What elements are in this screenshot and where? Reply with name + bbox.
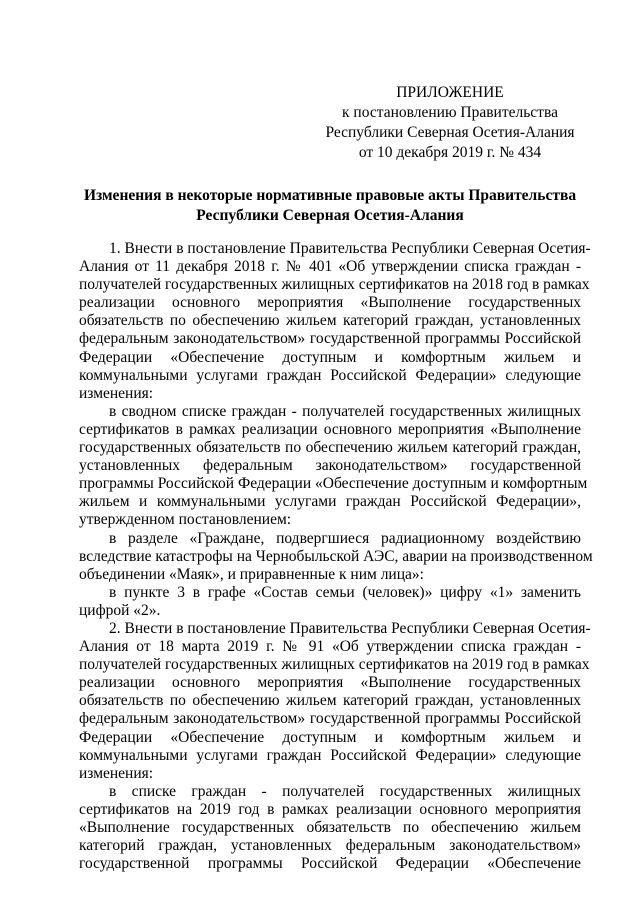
body-line: категорий граждан, установленных федеральным законодательством» — [79, 837, 581, 855]
body-line: коммунальными услугами граждан Российской Федерации» следующие — [79, 746, 581, 764]
body-line: Алания от 11 декабря 2018 г. № 401 «Об утверждении списка граждан - — [79, 258, 581, 276]
body-line: реализации основного мероприятия «Выполнение государственных — [79, 674, 581, 692]
appendix-header — [300, 83, 600, 163]
body-line: 1. Внести в постановление Правительства Республики Северная Осетия- — [109, 240, 591, 257]
body-line: Федерации «Обеспечение доступным и комфортным жильем и — [79, 728, 581, 746]
body-line: получателей государственных жилищных сертификатов на 2018 год в рамках — [79, 276, 590, 294]
body-line: реализации основного мероприятия «Выполнение государственных — [79, 294, 581, 312]
body-line: в разделе «Граждане, подвергшиеся радиационному воздействию — [109, 529, 581, 547]
body-line: изменения: — [79, 384, 154, 402]
body-line: изменения: — [79, 764, 154, 782]
body-line: федеральным законодательством» государственной программы Российской — [79, 330, 581, 348]
body-line: сертификатов на 2019 год в рамках реализации основного мероприятия — [79, 800, 581, 818]
document-body — [79, 240, 593, 873]
body-line: получателей государственных жилищных сертификатов на 2019 год в рамках — [79, 656, 590, 674]
document-title — [60, 186, 600, 226]
title-line-2: Республики Северная Осетия-Алания — [196, 207, 464, 224]
body-line: государственных обязательств по обеспечению жильем категорий граждан, — [79, 439, 581, 457]
body-line: вследствие катастрофы на Чернобыльской АЭС, аварии на производственном — [79, 547, 593, 565]
appendix-resolution-ref: к постановлению Правительства — [342, 104, 558, 121]
body-line: объединении «Маяк», и приравненные к ним лица»: — [79, 565, 424, 583]
body-line: федеральным законодательством» государственной программы Российской — [79, 710, 581, 728]
appendix-republic: Республики Северная Осетия-Алания — [325, 124, 575, 141]
body-line: «Выполнение государственных обязательств по обеспечению жильем — [79, 819, 581, 836]
body-line: цифрой «2». — [79, 601, 161, 619]
body-line: утвержденном постановлением: — [79, 511, 292, 529]
body-line: жильем и коммунальными услугами граждан Российской Федерации», — [79, 493, 581, 511]
body-line: Алания от 18 марта 2019 г. № 91 «Об утверждении списка граждан - — [79, 638, 581, 656]
body-line: в списке граждан - получателей государственных жилищных — [109, 782, 581, 800]
body-line: 2. Внести в постановление Правительства Республики Северная Осетия- — [109, 619, 591, 637]
body-line: коммунальными услугами граждан Российской Федерации» следующие — [79, 366, 581, 384]
body-line: в сводном списке граждан - получателей государственных жилищных — [109, 402, 581, 420]
body-line: программы Российской Федерации «Обеспечение доступным и комфортным — [79, 475, 588, 493]
body-line: государственной программы Российской Федерации «Обеспечение — [79, 855, 581, 873]
body-line: Федерации «Обеспечение доступным и комфортным жильем и — [79, 348, 581, 366]
body-line: обязательств по обеспечению жильем категорий граждан, установленных — [79, 312, 581, 330]
body-line: установленных федеральным законодательством» государственной — [79, 457, 581, 475]
appendix-date-number: от 10 декабря 2019 г. № 434 — [358, 144, 542, 161]
appendix-title: ПРИЛОЖЕНИЕ — [396, 84, 504, 101]
body-line: в пункте 3 в графе «Состав семьи (человек)» цифру «1» заменить — [109, 583, 581, 601]
body-line: обязательств по обеспечению жильем категорий граждан, установленных — [79, 692, 581, 710]
title-line-1: Изменения в некоторые нормативные правовые акты Правительства — [83, 187, 577, 204]
body-line: сертификатов в рамках реализации основного мероприятия «Выполнение — [79, 420, 581, 438]
